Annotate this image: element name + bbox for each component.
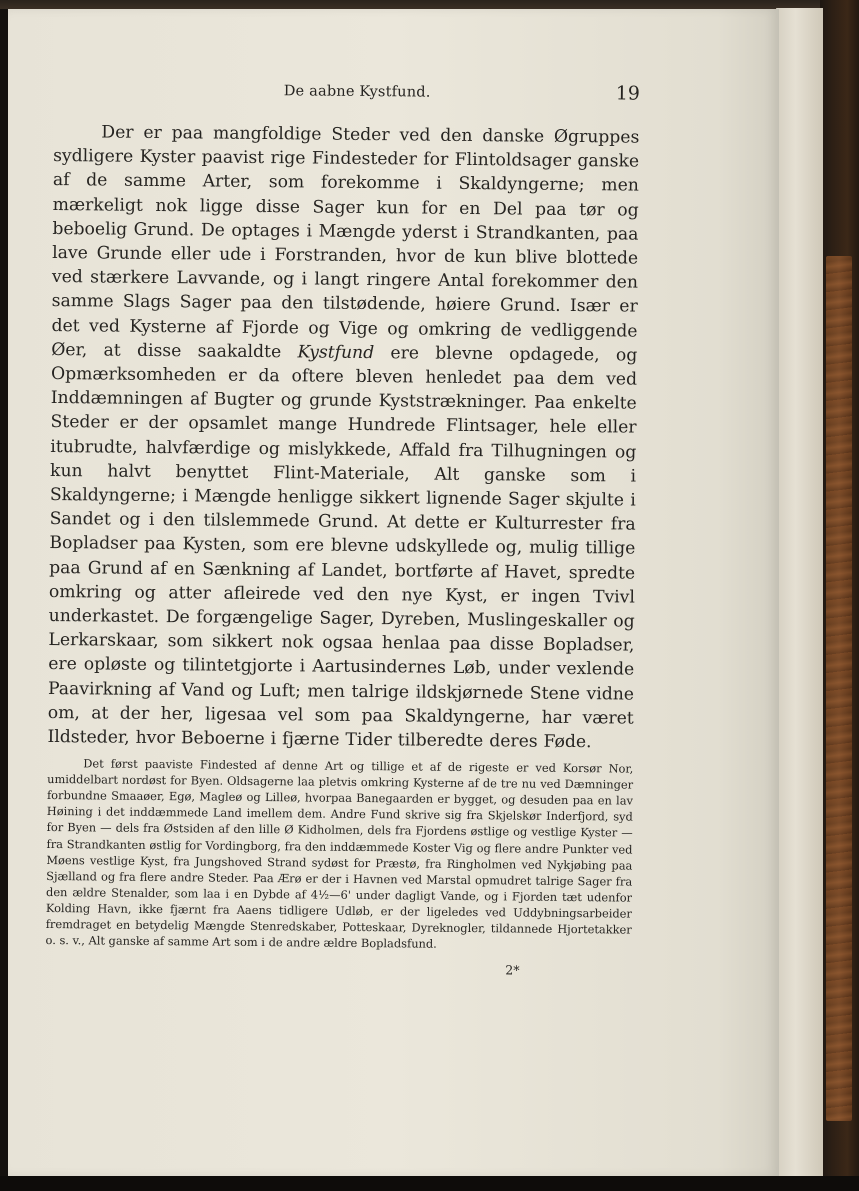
body-text-part-1: Der er paa mangfoldige Steder ved den danske Øgruppes sydligere Kyster paavist rige Findesteder for Flintoldsager ganske af de samme Arter, som forekomme i Skaldyngerne; men mærkeligt nok ligge disse Sager kun for en Del paa tør og beboelig Grund. De optages i Mængde yderst i Strandkanten, paa lave Grunde eller ude i Forstranden, hvor de kun blive blottede ved stærkere Lavvande, og i langt ringere Antal forekommer den samme Slags Sager paa den tilstødende, høiere Grund. Især er det ved Kysterne af Fjorde og Vige og omkring de vedliggende Øer, at disse saakaldte	[51, 122, 640, 363]
signature-text: 2*	[505, 962, 520, 978]
running-head	[54, 65, 640, 111]
body-text-part-2: ere blevne opdagede, og Opmærksomheden er da oftere bleven henledet paa dem ved Inddæmningen af Bugter og grunde Kyststrækninger. Paa enkelte Steder er der opsamlet mange Hundrede Flintsager, hele eller itubrudte, halvfærdige og mislykkede, Affald fra Tilhugningen og kun halvt benyttet Flint-Materiale, Alt ganske som i Skaldyngerne; i Mængde henligge sikkert lignende Sager skjulte i Sandet og i den tilslemmede Grund. At dette er Kulturrester fra Bopladser paa Kysten, som ere blevne udskyllede og, mulig tillige paa Grund af en Sænkning af Landet, bortførte af Havet, spredte omkring og atter afleirede ved den nye Kyst, er ingen Tvivl underkastet. De forgængelige Sager, Dyreben, Muslingeskaller og Lerkarskaar, som sikkert nok ogsaa henlaa paa disse Bopladser, ere opløste og tilintetgjorte i Aartusindernes Løb, under vexlende Paavirkning af Vand og Luft; men talrige ildskjørnede Stene vidne om, at der her, ligesaa vel som paa Skaldyngerne, har været Ildsteder, hvor Beboerne i fjærne Tider tilberedte deres Føde.	[47, 343, 638, 753]
bottom-book-edge	[0, 1176, 859, 1191]
book-page	[8, 9, 779, 1176]
page-number: 19	[615, 82, 641, 105]
running-title: De aabne Kystfund.	[283, 83, 431, 101]
page-stack-edge	[776, 8, 823, 1180]
top-book-edge	[0, 0, 859, 9]
main-paragraph	[47, 120, 639, 755]
signature-mark	[45, 958, 631, 984]
worn-leather-binding	[826, 256, 852, 1121]
text-block	[45, 65, 640, 983]
italic-term: Kystfund	[297, 342, 375, 363]
footnote-paragraph: Det først paaviste Findested af denne Art og tillige et af de rigeste er ved Korsør Nor, umiddelbart nordøst for Byen. Oldsagerne laa pletvis omkring Kysterne af de tre nu ved Dæmninger forbundne Smaaøer, Egø, Magleø og Lilleø, hvorpaa Banegaarden er bygget, og desuden paa en lav Høining i det inddæmmede Land imellem dem. Andre Fund skrive sig fra Skjelskør Inderfjord, syd for Byen — dels fra Østsiden af den lille Ø Kidholmen, dels fra Fjordens østlige og vestlige Kyster — fra Strandkanten østlig for Vordingborg, fra den inddæmmede Koster Vig og flere andre Punkter ved Møens vestlige Kyst, fra Jungshoved Strand sydøst for Præstø, fra Ringholmen ved Nykjøbing paa Sjælland og fra flere andre Steder. Paa Ærø er der i Havnen ved Marstal opmudret talrige Sager fra den ældre Stenalder, som laa i en Dybde af 4½—6' under dagligt Vande, og i Fjorden tæt udenfor Kolding Havn, ikke fjærnt fra Aaens tidligere Udløb, er der ligeledes ved Uddybningsarbeider fremdraget en betydelig Mængde Stenredskaber, Potteskaar, Dyreknogler, tildannede Hjortetakker o. s. v., Alt ganske af samme Art som i de andre ældre Bopladsfund.	[45, 756, 634, 951]
